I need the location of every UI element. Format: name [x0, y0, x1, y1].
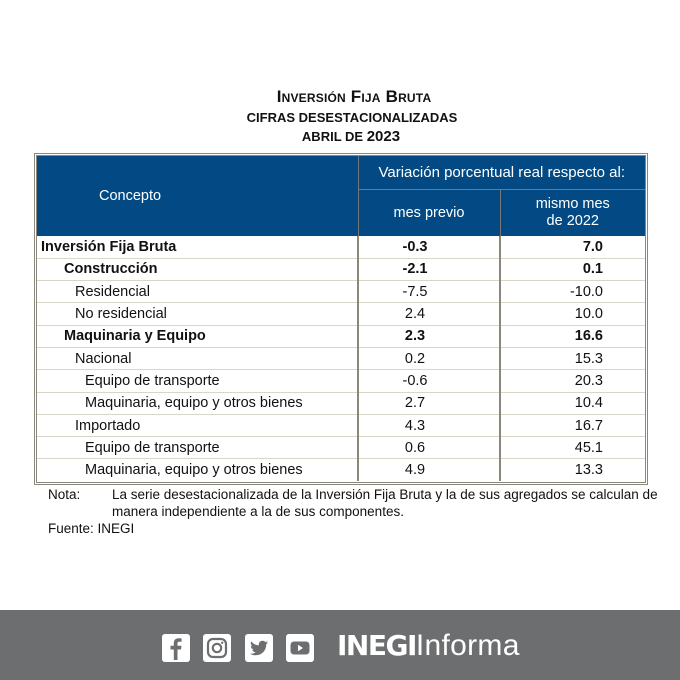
row-label: No residencial [37, 303, 358, 325]
table-row [37, 281, 645, 303]
twitter-link[interactable] [245, 634, 273, 662]
nota-row [48, 486, 668, 520]
nota-text: La serie desestacionalizada de la Inversión Fija Bruta y la de sus agregados se calculan de manera independiente a la de sus componentes. [112, 487, 658, 519]
instagram-link[interactable] [203, 634, 231, 662]
brand-light: Informa [415, 629, 520, 662]
brand-bold: INEGI [337, 629, 416, 662]
table-row [37, 370, 645, 392]
row-label: Inversión Fija Bruta [37, 236, 358, 258]
header-mismo-mes [500, 189, 645, 236]
nota-label: Nota: [48, 487, 81, 502]
table-row [37, 325, 645, 347]
row-mismo-mes: 15.3 [500, 347, 645, 369]
row-label: Maquinaria, equipo y otros bienes [37, 459, 358, 481]
page-date [0, 128, 680, 146]
header-mismo-mes-line2: de 2022 [546, 212, 599, 229]
facebook-icon [162, 634, 190, 662]
row-mismo-mes: 10.4 [500, 392, 645, 414]
row-mes-previo: 0.6 [358, 437, 500, 459]
row-mes-previo: -0.3 [358, 236, 500, 258]
row-mismo-mes: 16.6 [500, 325, 645, 347]
data-table-container [34, 153, 648, 485]
header-mismo-mes-line1: mismo mes [535, 195, 610, 212]
title-block [0, 86, 680, 146]
row-mismo-mes: 0.1 [500, 258, 645, 280]
row-mes-previo: 2.3 [358, 325, 500, 347]
data-table [37, 156, 645, 481]
twitter-icon [245, 634, 273, 662]
table-row [37, 236, 645, 258]
page-title: Inversión Fija Bruta [276, 87, 432, 106]
row-label: Maquinaria y Equipo [37, 325, 358, 347]
row-mismo-mes: 10.0 [500, 303, 645, 325]
row-label: Maquinaria, equipo y otros bienes [37, 392, 358, 414]
inegi-informa-logo [337, 626, 520, 666]
row-mes-previo: -0.6 [358, 370, 500, 392]
row-mes-previo: 0.2 [358, 347, 500, 369]
header-mes-previo: mes previo [358, 189, 500, 236]
header-variacion: Variación porcentual real respecto al: [358, 156, 645, 189]
table-row [37, 303, 645, 325]
table-row [37, 414, 645, 436]
page-subtitle: CIFRAS DESESTACIONALIZADAS [246, 110, 458, 125]
table-row [37, 437, 645, 459]
row-mes-previo: -2.1 [358, 258, 500, 280]
row-label: Equipo de transporte [37, 437, 358, 459]
row-label: Construcción [37, 258, 358, 280]
row-mismo-mes: 7.0 [500, 236, 645, 258]
date-prefix: ABRIL DE [301, 129, 364, 144]
youtube-link[interactable] [286, 634, 314, 662]
row-mismo-mes: 20.3 [500, 370, 645, 392]
youtube-icon [286, 634, 314, 662]
row-label: Equipo de transporte [37, 370, 358, 392]
row-mismo-mes: 13.3 [574, 462, 603, 479]
row-mismo-mes: 45.1 [500, 437, 645, 459]
facebook-link[interactable] [162, 634, 190, 662]
row-mismo-mes: -10.0 [500, 281, 645, 303]
row-mismo-mes: 16.7 [500, 414, 645, 436]
row-mes-previo: 4.3 [358, 414, 500, 436]
table-row [37, 459, 645, 481]
instagram-icon [203, 634, 231, 662]
footer-bar [0, 610, 680, 680]
table-row [37, 258, 645, 280]
row-mes-previo: 2.7 [358, 392, 500, 414]
row-label: Importado [37, 414, 358, 436]
table-row [37, 392, 645, 414]
row-mes-previo: 2.4 [358, 303, 500, 325]
row-label: Nacional [37, 347, 358, 369]
row-mes-previo: -7.5 [358, 281, 500, 303]
row-mes-previo: 4.9 [358, 459, 500, 481]
date-year: 2023 [366, 128, 401, 145]
fuente: Fuente: INEGI [48, 521, 135, 536]
table-row [37, 347, 645, 369]
header-concepto: Concepto [37, 156, 358, 236]
notes-section [48, 486, 668, 537]
row-label: Residencial [37, 281, 358, 303]
